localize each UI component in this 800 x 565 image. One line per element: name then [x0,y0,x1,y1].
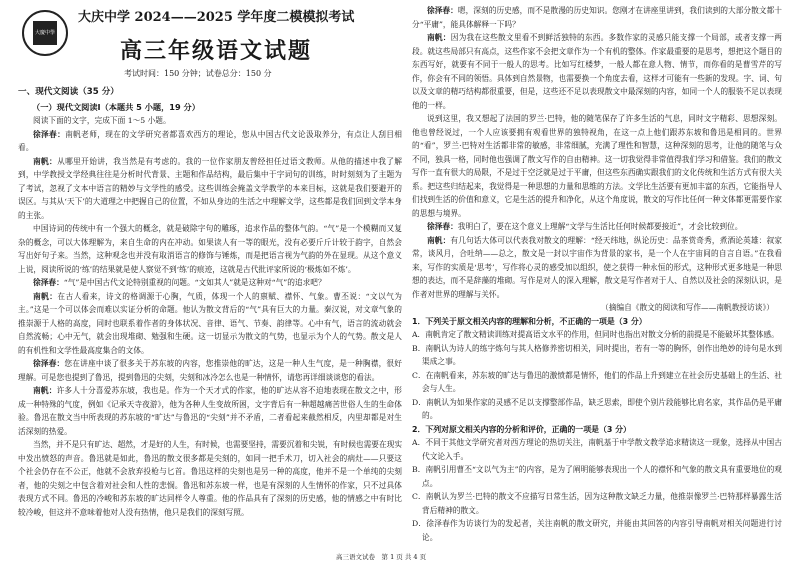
speaker-name: 南帆： [33,291,58,301]
question-2: 2．下列对原文相关内容的分析和评价，正确的一项是（3 分） [412,424,631,434]
answer-option: C．南帆认为罗兰·巴特的散文不应描写日常生活，因为这种散文缺乏力量，他推崇像罗兰·巴特那样暴露生活背后精神的散文。 [412,492,782,515]
left-flow [18,84,402,519]
paragraph [18,276,402,290]
section-heading: 一、现代文阅读（35 分） [18,87,119,97]
paragraph-text: 中国诗词的传统中有一个强大的概念，就是破除字句的雕琢，追求作品的整体气韵。“气”是一个模糊而又复杂的概念，可以大体理解为，来自生命的内在冲动。如果读人有一等的眼光，没有必要斤斤计较于韵字，自然会写出好句子来。当然，这种观念也并没有取消语言的修饰与锤炼，而是把语言视为气韵的外在显现。从这个意义上说，阅读所说的‘练’的结果就是使人察觉不到‘练’的痕迹，这就是古代批评家所说的‘极炼如不炼’。 [18,224,402,274]
question-1-options [412,328,782,423]
paragraph [412,112,782,220]
speaker-name: 南帆： [33,386,57,395]
paragraph-text: 有几句话大体可以代表我对散文的理解：“经天纬地，纵论历史：品茶赏奇秀，煮酒论英雄：叙家常，谈风月，合吐纳——总之，散文是一封以宇宙作为背景的家书，是一个人在宇宙间的自言自语。”在我看来，写作的实质是‘思考’，写作将心灵的感受加以组织，使之获得一种永恒的形式，这种形式更多地是一种思想的表达，而不是辞藻的堆砌。写作是对人的深入理解，散文是写作者对于人、自然以及社会的深刻认识，是作者对世界的理解与关怀。 [412,235,782,299]
speaker-name: 徐泽春： [427,222,458,231]
answer-option: C．在南帆看来，苏东坡的旷达与鲁迅的激愤都是情怀，他们的作品上升到建立在社会历史基础上的生活、社会与人生。 [412,370,782,393]
logo-text: 大慶中學 [34,30,55,36]
answer-option: D．徐泽春作为访谈行为的发起者，关注南帆的散文研究，并能由其回答的内容引导南帆对相关问题进行讨论。 [412,519,782,542]
paragraph-text: 说到这里，我又想起了法国的罗兰·巴特，他的随笔保存了许多生活的气息，同时文字精彩、思想深刻。他也曾经说过，一个人应该要拥有观看世界的独特视角，在这一点上他们跟苏东坡和鲁迅是相同的。世界的“看”，罗兰·巴特对生活都非常的敏感，非常细腻，充满了理性和智慧，这种深刻的思考，让他的随笔与众不同，独具一格，同时他也强调了散文写作的自由精神。这一切我觉得非常值得我们学习和借鉴。我们的散文写作一直有很大的局限，不是过于空泛就是过于平庸，但这些东西确实跟我们的文化传统和生活方式有很大关系。把这些归结起来，我觉得是一种思想的力量和思维的方法。文学比生活要有更加丰富的东西，它能指导人们找到生活的价值和意义，它是生活的提升和净化，从这个角度说，散文的写作比任何一种文体都更需要作家的思想与境界。 [412,114,782,218]
paragraph-text: 您在讲座中谈了很多关于苏东坡的内容，您推崇他的旷达，这是一种人生气度，是一种胸襟，很好理解。可是您也提到了鲁迅，提到鲁迅的尖刻，尖刻和冰冷怎么也是一种情怀，请您再详细谈谈您的看法。 [18,359,402,382]
paragraph [412,31,782,112]
paragraph-text: “气”是中国古代文论特别重视的问题。“文如其人”就是这种对“气”的追求吧？ [63,278,326,287]
paragraph-text: 从哪里开始讲，我当然是有考虑的。我的一位作家朋友曾经担任过语文教师。从他的描述中我了解到，中学教授文学经典往往是分析时代背景、主题和作品结构，最后集中于字词句的训练，时时刻刻为了主题为了考试，忽视了文本中语言的精妙与文学性的感受。这些训练会掩盖文学教学的本来目标，这就是我们要避开的误区。与其从‘天下’的大道理之中把握自己的位置，不如从身边的生活之中理解文学，这些都是我们回到文学本身的主张。 [18,156,402,220]
answer-option: A．南帆肯定了散文精读训练对提高语文水平的作用，但同时也指出对散文分析的前提是不能破坏其整体感。 [412,330,779,339]
answer-option: B．南帆认为诗人的练字炼句与其人格修养密切相关，同时提出，若有一等的胸怀，创作出绝妙的诗句是水到渠成之事。 [412,343,782,366]
speaker-name: 徐泽春： [33,359,65,368]
answer-option: B．南帆引用曹丕“文以气为主”的内容，是为了阐明能够表现出一个人的襟怀和气象的散文具有重要地位的观点。 [412,465,782,488]
exam-school-line: 大庆中学 2024——2025 学年度二模模拟考试 [78,10,355,25]
left-column [18,0,402,565]
paragraph [412,220,782,234]
paragraph-text: 当然，并不是只有旷达、超然，才是好的人生，有时候，也需要坚持，需要沉着和尖锐，有时候也需要在现实中发出愤怒的声音。鲁迅就是如此，鲁迅的散文很多都是尖刻的，如同一把手术刀，切入社会的病灶——只要这个社会仍存在不公正，他就不会放弃投枪与匕首。鲁迅这样的尖刻也是另一种的高度，他并不是一个单纯的尖刻者，他的尖刻之中包含着对社会和人性的悲悯。鲁迅和苏东坡一样，也是有深刻的人生情怀的作家，只不过具体表现方式不同。鲁迅的冷峻和苏东坡的旷达同样令人尊重。他的作品具有了深刻的历史感，他的情感之中有时比较冷峻，但这并不意味着他对人没有热情，他只是我们的深刻写照。 [18,440,402,517]
paragraph [18,155,402,223]
paragraph [18,128,402,155]
answer-option: D．南帆认为如果作家的灵感不足以支撑整部作品，缺乏思索，即使个别片段能够比肩名家，其作品仍是平庸的。 [412,397,782,420]
question-2-options [412,436,782,544]
right-flow [412,4,782,544]
paragraph-text: 嗯，深刻的历史感，而不是散漫的历史知识。您刚才在讲座里讲到，我们读到的大部分散文都十分“平庸”，能具体解释一下吗？ [412,6,782,29]
paragraph-text: 在古人看来，诗文的格调源于心胸，气质，体现一个人的禀赋、襟怀、气象。曹丕说：“文以气为主。”这是一个可以体会而难以实证分析的命题。他认为散文背后的“气”具有巨大的力量。秦汉说，对文章气象的推崇源于人格的高度，同时也联系着作者的身体状况、音律、语气、节奏、韵律等。心中有气，语言的流动就会自然流畅；心中无气，就会出现堆砌、勉强和生硬。这一切显示为散文的气势，也显示为个人的气势。散文是人的有机性和文学性最高度集合的文体。 [18,291,402,355]
paragraph [18,438,402,519]
question-1: 1．下列关于原文相关内容的理解和分析，不正确的一项是（3 分） [412,316,647,326]
paragraph-text: 我明白了，要在这个意义上理解“文学与生活比任何时候都要接近”，才会比较到位。 [457,222,743,231]
speaker-name: 南帆： [427,33,451,42]
speaker-name: 徐泽春： [33,278,64,287]
speaker-name: 南帆： [427,235,451,245]
instruction: 阅读下面的文字，完成下面 1～5 小题。 [33,116,171,125]
paragraph-text: 许多人十分喜爱苏东坡，我也是。作为一个天才式的作家，他的旷达从容不迫地表现在散文之中，形成一种特殊的气度，例如《记承天寺夜游》，他为各种人生变故所困，文字背后有一种超越痛苦世俗人生的生命体验。鲁迅在散文当中所表现的苏东坡的“旷达”与鲁迅的“尖刻”并不矛盾，二者看起来截然相反，内里却都是对生活深刻的热爱。 [18,386,402,436]
right-paragraphs [412,4,782,301]
answer-option: A．不同于其他文学研究者对西方理论的热切关注，南帆基于中学散文教学追求精读这一现象，选择从中国古代文论入手。 [412,438,782,461]
school-logo [22,10,68,56]
subsection-heading: （一）现代文阅读Ⅰ（本题共 5 小题，19 分） [32,102,200,112]
paragraph [412,234,782,302]
paragraph-text: 因为我在这些散文里看不到鲜活独特的东西。多数作家的灵感只能支撑一个局部，或者支撑一两段。就这些局部只有高点，这些作家不会把文章作为一个有机的整体。作家最重要的是思考，想把这个题目的东西写好，就要有不同于一般人的思考。比如写红楼梦，一般人都在意人物、情节，而你看的是曹雪芹的写作，你会有不同的领悟。具体到自然景物，也需要换一个角度去看，这样才可能有一些新的发现。字、词、句以及文章的精巧结构都很重要，但是，这些还不足以表现散文中最深刻的内容，如同一个人的服装不足以表现他的一样。 [412,33,782,110]
source-citation: （摘编自《散文的阅读和写作——南帆教授访谈》） [601,303,774,312]
paragraph [18,222,402,276]
speaker-name: 南帆： [33,156,58,166]
speaker-name: 徐泽春： [427,6,458,15]
speaker-name: 徐泽春： [33,129,66,139]
paragraph [18,357,402,384]
right-column [412,0,782,550]
exam-title: 高三年级语文试题 [120,39,313,64]
paragraph-text: 南帆老师，现在的文学研究者都喜欢西方的理论，您从中国古代文论汲取养分，有点让人刮目相看。 [18,129,402,152]
left-paragraphs [18,128,402,520]
paragraph [412,4,782,31]
exam-info: 考试时间：150 分钟；试卷总分：150 分 [124,69,272,78]
page-footer: 高三语文试卷 第 1 页 共 4 页 [336,553,427,561]
paragraph [18,384,402,438]
paragraph [18,290,402,358]
